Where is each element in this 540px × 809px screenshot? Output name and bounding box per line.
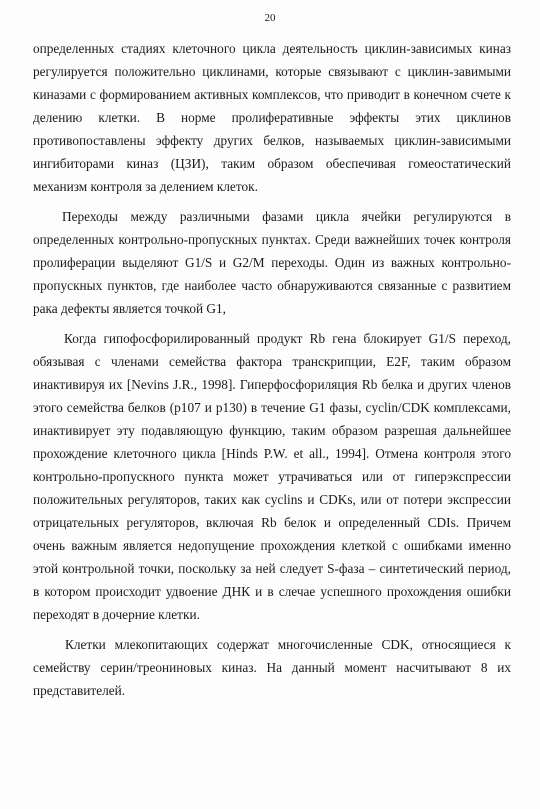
paragraph-3: Когда гипофосфорилированный продукт Rb гена блокирует G1/S переход, обязывая с членами семейства фактора транскрипции, E2F, таким образом инактивируя их [Nevins J.R., 1998]. Гиперфосфориляция Rb белка и других членов этого семейства белков (p107 и p130) в течение G1 фазы, cyclin/CDK комплексами, инактивирует эту подавляющую функцию, таким образом разрешая дальнейшее прохождение клеточного цикла [Hinds P.W. et all., 1994]. Отмена контроля этого контрольно-пропускного пункта может утрачиваться или от гиперэкспрессии положительных регуляторов, таких как cyclins и CDKs, или от потери экспрессии отрицательных регуляторов, включая Rb белок и определенный CDIs. Причем очень важным является недопущение прохождения клеткой с ошибками именно этой контрольной точки, поскольку за ней следует S-фаза – синтетический период, в котором происходит удвоение ДНК и в слечае успешного прохождения ошибки переходят в дочерние клетки. (33, 331, 511, 622)
document-body (33, 37, 511, 702)
paragraph-1: определенных стадиях клеточного цикла деятельность циклин-зависимых киназ регулируется положительно циклинами, которые связывают с циклин-завимыми киназами с формированием активных комплексов, что приводит в конечном счете к делению клетки. В норме пролиферативные эффекты этих циклинов противопоставлены эффекту других белков, называемых циклин-зависимыми ингибиторами киназ (ЦЗИ), таким образом обеспечивая гомеостатический механизм контроля за делением клеток. (33, 41, 511, 194)
paragraph-2: Переходы между различными фазами цикла ячейки регулируются в определенных контрольно-пропускных пунктах. Среди важнейших точек контроля пролиферации выделяют G1/S и G2/M переходы. Один из важных контрольно-пропускных пунктов, где наиболее часто обнаруживаются связанные с развитием рака дефекты является точкой G1, (33, 209, 511, 316)
page-number: 20 (264, 12, 276, 24)
paragraph-4: Клетки млекопитающих содержат многочисленные CDK, относящиеся к семейству серин/треониновых киназ. На данный момент насчитывают 8 их представителей. (33, 637, 511, 698)
